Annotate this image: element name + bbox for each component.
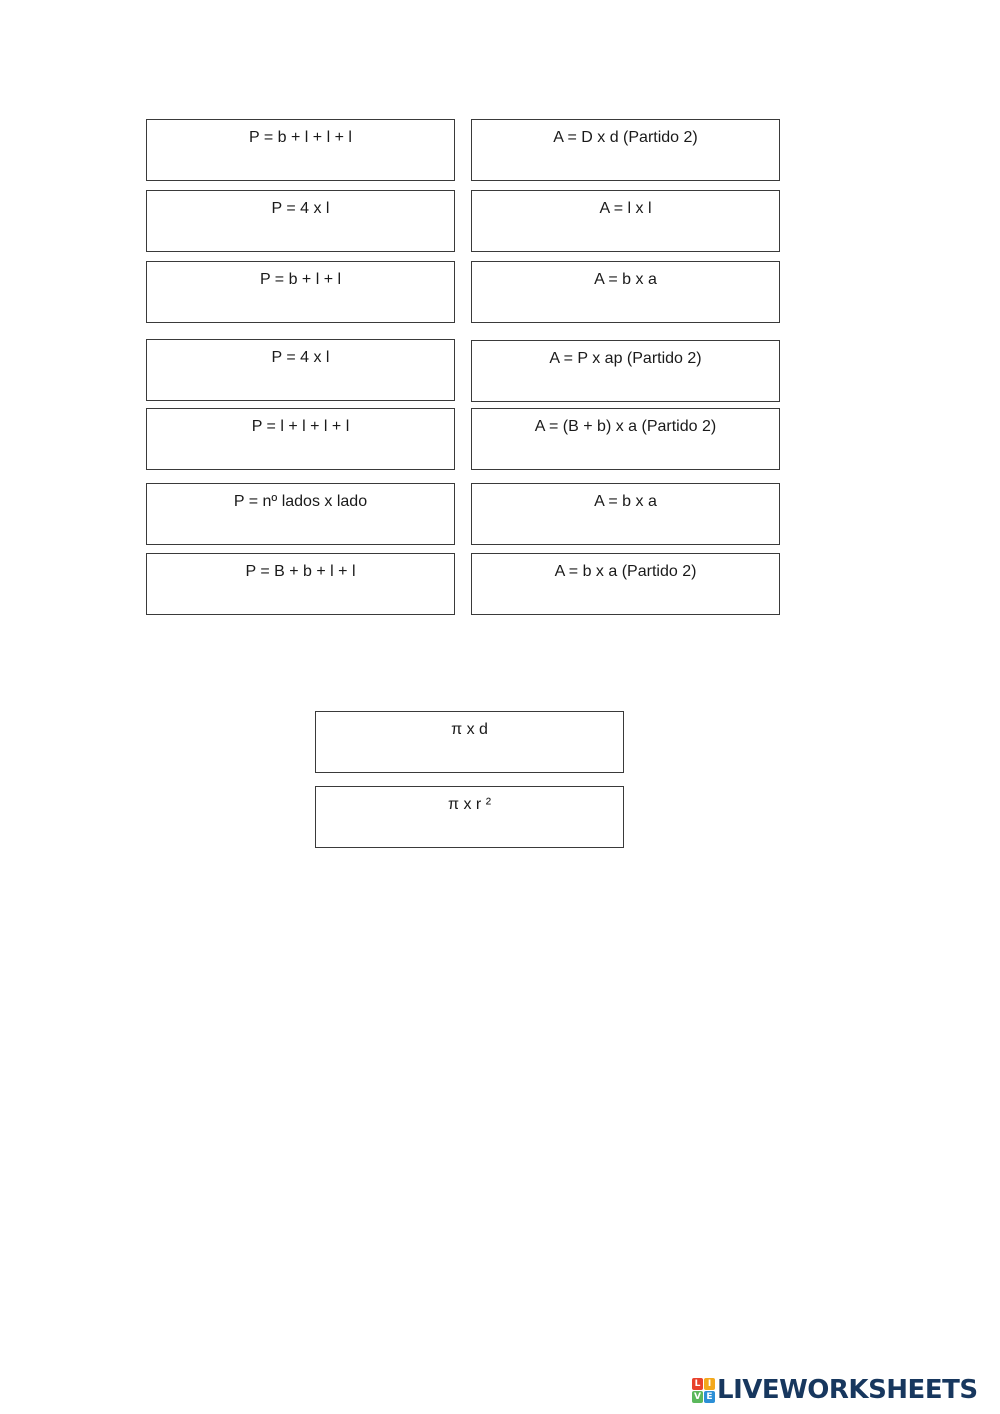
area-formula-card[interactable]: A = b x a bbox=[471, 261, 780, 323]
area-formula-card[interactable]: A = (B + b) x a (Partido 2) bbox=[471, 408, 780, 470]
perimeter-formula-card[interactable]: P = nº lados x lado bbox=[146, 483, 455, 545]
circle-formula-card[interactable]: π x r ² bbox=[315, 786, 624, 848]
area-formula-card[interactable]: A = P x ap (Partido 2) bbox=[471, 340, 780, 402]
perimeter-formula-card[interactable]: P = 4 x l bbox=[146, 190, 455, 252]
area-formula-card[interactable]: A = l x l bbox=[471, 190, 780, 252]
perimeter-formula-card[interactable]: P = b + l + l + l bbox=[146, 119, 455, 181]
area-formula-card[interactable]: A = b x a (Partido 2) bbox=[471, 553, 780, 615]
area-formula-card[interactable]: A = D x d (Partido 2) bbox=[471, 119, 780, 181]
liveworksheets-logo bbox=[692, 1374, 978, 1406]
perimeter-formula-card[interactable]: P = B + b + l + l bbox=[146, 553, 455, 615]
area-formula-card[interactable]: A = b x a bbox=[471, 483, 780, 545]
liveworksheets-logo-icon bbox=[692, 1378, 714, 1402]
perimeter-formula-card[interactable]: P = l + l + l + l bbox=[146, 408, 455, 470]
logo-text: LIVEWORKSHEETS bbox=[717, 1375, 978, 1405]
perimeter-formula-card[interactable]: P = 4 x l bbox=[146, 339, 455, 401]
logo-letter-i: I bbox=[704, 1378, 715, 1390]
logo-letter-e: E bbox=[704, 1391, 715, 1403]
logo-letter-l: L bbox=[692, 1378, 703, 1390]
logo-letter-v: V bbox=[692, 1391, 703, 1403]
perimeter-formula-card[interactable]: P = b + l + l bbox=[146, 261, 455, 323]
circle-formula-card[interactable]: π x d bbox=[315, 711, 624, 773]
